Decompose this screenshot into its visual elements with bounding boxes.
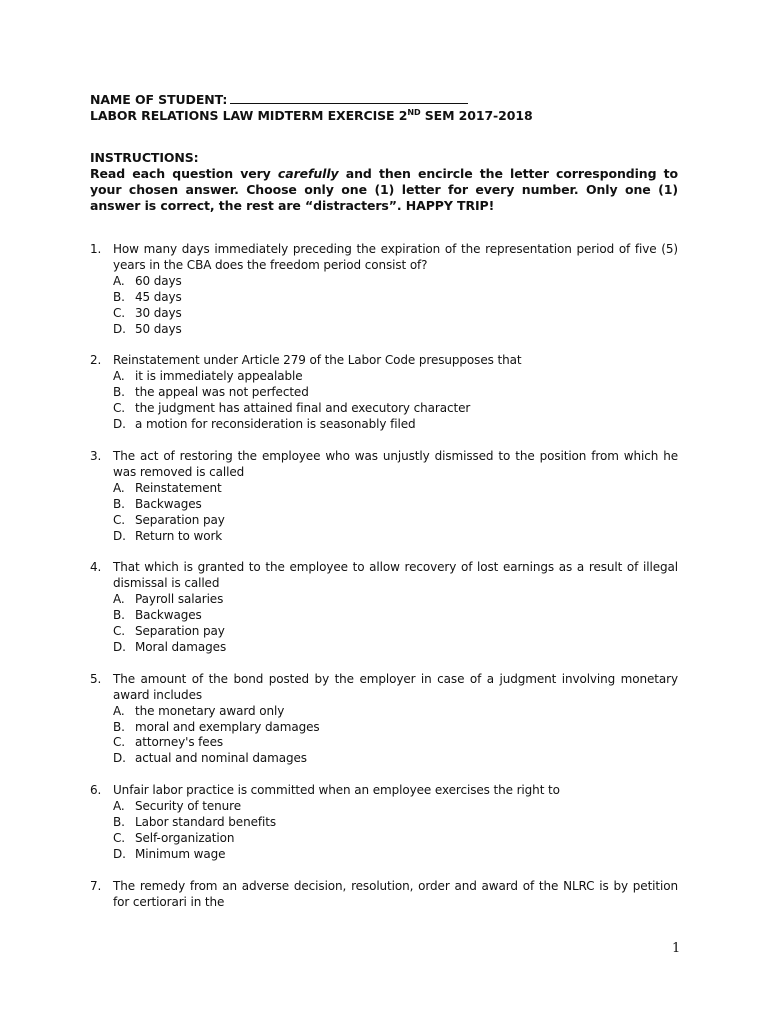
choice-letter[interactable]: B. <box>113 496 125 511</box>
answer-choice[interactable] <box>113 751 678 767</box>
question-number: 2. <box>90 353 102 368</box>
choice-text: Separation pay <box>135 512 225 527</box>
answer-choice[interactable] <box>113 497 678 513</box>
choice-letter[interactable]: C. <box>113 831 125 845</box>
choice-letter[interactable]: B. <box>113 815 125 830</box>
question-number: 7. <box>90 878 102 893</box>
question-item <box>90 449 678 544</box>
choice-letter[interactable]: D. <box>113 639 126 654</box>
answer-choice[interactable] <box>113 513 678 529</box>
question-text: Unfair labor practice is committed when an employee exercises the right to <box>113 783 560 798</box>
exam-page <box>90 92 678 927</box>
question-text: That which is granted to the employee to allow recovery of lost earnings as a result of illegal dismissal is called <box>113 560 678 591</box>
exam-title-semester: SEM 2017-2018 <box>420 108 533 123</box>
question-number: 1. <box>90 242 102 256</box>
choice-text: 30 days <box>135 305 182 320</box>
choice-letter[interactable]: B. <box>113 608 125 623</box>
question-number: 5. <box>90 671 102 686</box>
question-item <box>90 879 678 911</box>
choice-text: 45 days <box>135 289 182 304</box>
question-number: 4. <box>90 560 102 575</box>
choice-text: Separation pay <box>135 624 225 639</box>
choice-letter[interactable]: A. <box>113 273 125 288</box>
choice-letter[interactable]: D. <box>113 751 126 766</box>
choice-letter[interactable]: A. <box>113 480 125 495</box>
choice-text: Payroll salaries <box>135 592 224 607</box>
answer-choice[interactable] <box>113 306 678 322</box>
answer-choice[interactable] <box>113 847 678 863</box>
choice-text: the appeal was not perfected <box>135 385 309 400</box>
answer-choice[interactable] <box>113 640 678 656</box>
choice-text: Security of tenure <box>135 799 242 814</box>
answer-choice[interactable] <box>113 592 678 608</box>
choice-text: 50 days <box>135 321 182 336</box>
choice-text: Minimum wage <box>135 846 226 861</box>
choice-text: 60 days <box>135 273 182 288</box>
exam-title <box>90 108 678 124</box>
answer-choice[interactable] <box>113 815 678 831</box>
choice-text: it is immediately appealable <box>135 369 303 384</box>
answer-choice[interactable] <box>113 401 678 417</box>
question-item <box>90 672 678 767</box>
question-item <box>90 353 678 433</box>
choice-letter[interactable]: B. <box>113 385 125 400</box>
choice-letter[interactable]: C. <box>113 401 125 416</box>
choice-letter[interactable]: C. <box>113 305 125 320</box>
answer-choice[interactable] <box>113 274 678 290</box>
choice-letter[interactable]: D. <box>113 321 126 336</box>
answer-choice[interactable] <box>113 385 678 401</box>
question-item <box>90 560 678 655</box>
choice-letter[interactable]: C. <box>113 624 125 639</box>
choice-letter[interactable]: A. <box>113 799 125 814</box>
choice-letter[interactable]: B. <box>113 719 125 734</box>
answer-choice[interactable] <box>113 735 678 751</box>
choice-letter[interactable]: A. <box>113 369 125 384</box>
answer-choice[interactable] <box>113 799 678 815</box>
answer-choice[interactable] <box>113 529 678 545</box>
instructions-text-rest: and then encircle the letter corresponding to your chosen answer. Choose only one (1) letter for every number. Only one (1) answer is correct, the rest are “distracters”. HAPPY TRIP! <box>90 166 678 213</box>
instructions-emphasis: carefully <box>277 166 339 181</box>
question-text: The remedy from an adverse decision, resolution, order and award of the NLRC is by petition for certiorari in the <box>113 878 678 909</box>
answer-choice[interactable] <box>113 322 678 338</box>
choice-text: a motion for reconsideration is seasonably filed <box>135 417 416 432</box>
question-text: How many days immediately preceding the expiration of the representation period of five (5) years in the CBA does the freedom period consist of? <box>113 242 678 272</box>
question-text: The amount of the bond posted by the employer in case of a judgment involving monetary award includes <box>113 671 678 702</box>
instructions-text-start: Read each question very <box>90 166 278 181</box>
exam-title-text: LABOR RELATIONS LAW MIDTERM EXERCISE 2 <box>90 108 408 123</box>
question-number: 3. <box>90 448 102 463</box>
student-name-blank[interactable] <box>230 93 468 104</box>
choice-letter[interactable]: B. <box>113 289 125 304</box>
choice-text: Self-organization <box>135 831 235 845</box>
question-item <box>90 783 678 863</box>
answer-choice[interactable] <box>113 831 678 847</box>
answer-choice[interactable] <box>113 608 678 624</box>
answer-choice[interactable] <box>113 481 678 497</box>
choice-text: Backwages <box>135 608 202 623</box>
instructions-body <box>90 166 678 214</box>
question-text: Reinstatement under Article 279 of the Labor Code presupposes that <box>113 353 522 368</box>
choice-letter[interactable]: A. <box>113 703 125 718</box>
question-item <box>90 242 678 337</box>
choice-text: Labor standard benefits <box>135 815 276 830</box>
choice-text: the monetary award only <box>135 703 285 718</box>
question-number: 6. <box>90 783 102 798</box>
answer-choice[interactable] <box>113 417 678 433</box>
choice-text: the judgment has attained final and executory character <box>135 401 471 416</box>
question-list <box>90 242 678 911</box>
choice-text: Moral damages <box>135 639 227 654</box>
answer-choice[interactable] <box>113 704 678 720</box>
choice-text: attorney's fees <box>135 735 224 750</box>
choice-letter[interactable]: D. <box>113 528 126 543</box>
answer-choice[interactable] <box>113 720 678 736</box>
choice-text: Backwages <box>135 496 202 511</box>
instructions-heading: INSTRUCTIONS: <box>90 150 199 165</box>
choice-letter[interactable]: D. <box>113 846 126 861</box>
student-name-line <box>90 92 678 108</box>
choice-text: moral and exemplary damages <box>135 719 320 734</box>
choice-text: Return to work <box>135 528 223 543</box>
choice-text: actual and nominal damages <box>135 751 307 766</box>
choice-letter[interactable]: A. <box>113 592 125 607</box>
student-name-label: NAME OF STUDENT: <box>90 92 228 107</box>
answer-choice[interactable] <box>113 369 678 385</box>
exam-title-superscript: ND <box>407 108 421 117</box>
choice-letter[interactable]: D. <box>113 417 126 432</box>
answer-choice[interactable] <box>113 290 678 306</box>
answer-choice[interactable] <box>113 624 678 640</box>
choice-text: Reinstatement <box>135 480 222 495</box>
choice-letter[interactable]: C. <box>113 512 125 527</box>
question-text: The act of restoring the employee who was unjustly dismissed to the position from which he was removed is called <box>113 448 678 479</box>
page-number: 1 <box>672 941 681 956</box>
choice-letter[interactable]: C. <box>113 735 125 750</box>
